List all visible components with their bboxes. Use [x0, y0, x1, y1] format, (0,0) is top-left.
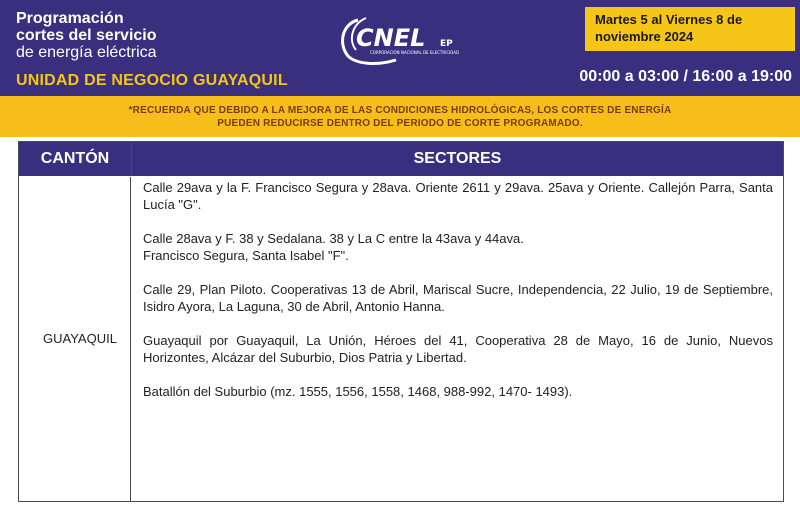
sector-line: Francisco Segura, Santa Isabel "F".: [143, 248, 349, 263]
notice-text: [60, 104, 740, 130]
sector-line: Calle 28ava y F. 38 y Sedalana. 38 y La C entre la 43ava y 44ava.: [143, 231, 524, 246]
header-banner: [0, 0, 800, 96]
sector-paragraph-3: Calle 29, Plan Piloto. Cooperativas 13 de Abril, Mariscal Sucre, Independencia, 22 Julio, 19 de Septiembre, Isidro Ayora, La Laguna, 30 de Abril, Antonio Hanna.: [143, 282, 773, 314]
sector-paragraph-4: Guayaquil por Guayaquil, La Unión, Héroes del 41, Cooperativa 28 de Mayo, 16 de Junio, Nuevos Horizontes, Alcázar del Suburbio, Dios Patria y Libertad.: [143, 333, 773, 365]
business-unit-label: UNIDAD DE NEGOCIO GUAYAQUIL: [16, 72, 288, 89]
title-line-1: Programación: [16, 10, 124, 27]
logo-brand: CNEL: [356, 24, 426, 52]
sector-paragraph-2: [143, 230, 773, 264]
schedule-table: [18, 141, 784, 502]
canton-name: GUAYAQUIL: [43, 331, 117, 346]
notice-line-2: PUEDEN REDUCIRSE DENTRO DEL PERIODO DE CORTE PROGRAMADO.: [217, 118, 583, 129]
cnel-logo-icon: [336, 14, 484, 68]
table-cell-canton: [19, 177, 131, 501]
date-range: Martes 5 al Viernes 8 de noviembre 2024: [595, 12, 743, 44]
table-cell-sectores: [143, 179, 773, 400]
notice-banner: [0, 96, 800, 137]
notice-line-1: *RECUERDA QUE DEBIDO A LA MEJORA DE LAS CONDICIONES HIDROLÓGICAS, LOS CORTES DE ENERGÍA: [128, 105, 672, 116]
title-line-2: cortes del servicio: [16, 27, 157, 44]
column-header-sectores: SECTORES: [132, 142, 783, 176]
page-title: [16, 10, 157, 61]
column-header-canton: CANTÓN: [19, 142, 132, 176]
logo-tagline: CORPORACIÓN NACIONAL DE ELECTRICIDAD: [370, 50, 460, 55]
logo-suffix: EP: [440, 39, 453, 49]
sector-paragraph-5: Batallón del Suburbio (mz. 1555, 1556, 1558, 1468, 988-992, 1470- 1493).: [143, 384, 573, 399]
title-line-3: de energía eléctrica: [16, 44, 157, 61]
date-box: [585, 7, 795, 51]
time-range: 00:00 a 03:00 / 16:00 a 19:00: [579, 68, 792, 85]
sector-paragraph-1: Calle 29ava y la F. Francisco Segura y 28ava. Oriente 2611 y 29ava. 25ava y Oriente. Callejón Parra, Santa Lucía "G".: [143, 180, 773, 212]
